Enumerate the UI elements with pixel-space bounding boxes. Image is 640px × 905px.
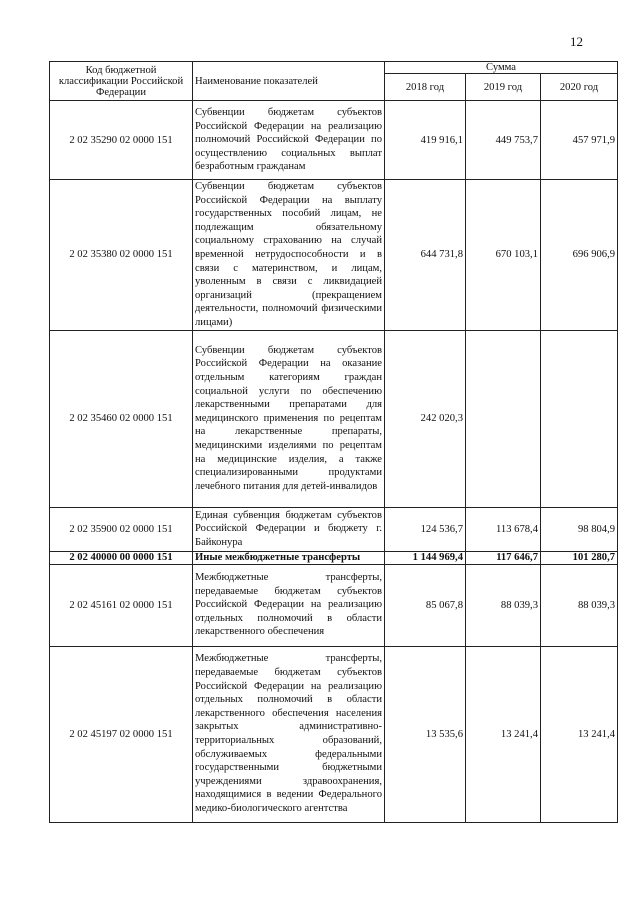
- row-value-2018: 419 916,1: [385, 101, 466, 180]
- row-value-2018: 85 067,8: [385, 564, 466, 646]
- row-name: Субвенции бюджетам субъектов Российской Федерации на реализацию полномочий Российской Федерации по осуществлению социальных выплат безработным гражданам: [193, 101, 385, 180]
- row-value-2018: 1 144 969,4: [385, 551, 466, 564]
- row-name: Иные межбюджетные трансферты: [193, 551, 385, 564]
- row-name: Межбюджетные трансферты, передаваемые бюджетам субъектов Российской Федерации на реализацию отдельных полномочий в области лекарственного обеспечения населения закрытых административно-территориальных образований, обслуживаемых федеральными государственными бюджетными учреждениями здравоохранения, находящимися в ведении Федерального медико-биологического агентства: [193, 646, 385, 822]
- row-value-2020: 88 039,3: [541, 564, 618, 646]
- header-sum: Сумма: [385, 62, 618, 74]
- row-name: Субвенции бюджетам субъектов Российской Федерации на выплату государственных пособий лицам, не подлежащим обязательному социальному страхованию на случай временной нетрудоспособности и в связи с материнством, и лицам, уволенным в связи с ликвидацией организаций (прекращением деятельности, полномочий физическими лицами): [193, 180, 385, 331]
- row-code: 2 02 35290 02 0000 151: [50, 101, 193, 180]
- table-row-total: [50, 551, 618, 564]
- header-name: Наименование показателей: [193, 62, 385, 101]
- row-name: Единая субвенция бюджетам субъектов Российской Федерации и бюджету г. Байконура: [193, 507, 385, 551]
- table-row: [50, 507, 618, 551]
- row-value-2020: 13 241,4: [541, 646, 618, 822]
- table-row: [50, 330, 618, 507]
- row-code: 2 02 35900 02 0000 151: [50, 507, 193, 551]
- table-row: [50, 101, 618, 180]
- header-code: Код бюджетной классификации Российской Федерации: [50, 62, 193, 101]
- row-value-2019: 88 039,3: [466, 564, 541, 646]
- row-value-2018: 124 536,7: [385, 507, 466, 551]
- row-value-2019: [466, 330, 541, 507]
- header-year-2018: 2018 год: [385, 74, 466, 101]
- row-value-2020: 98 804,9: [541, 507, 618, 551]
- row-code: 2 02 40000 00 0000 151: [50, 551, 193, 564]
- row-name: Межбюджетные трансферты, передаваемые бюджетам субъектов Российской Федерации на реализацию отдельных полномочий в области лекарственного обеспечения: [193, 564, 385, 646]
- row-value-2019: 449 753,7: [466, 101, 541, 180]
- row-value-2018: 644 731,8: [385, 180, 466, 331]
- row-name: Субвенции бюджетам субъектов Российской Федерации на оказание отдельным категориям граждан социальной услуги по обеспечению лекарственными препаратами для медицинского применения по рецептам на лекарственные препараты, медицинскими изделиями по рецептам на медицинские изделия, а также специализированными продуктами лечебного питания для детей-инвалидов: [193, 330, 385, 507]
- row-value-2020: 696 906,9: [541, 180, 618, 331]
- row-value-2018: 242 020,3: [385, 330, 466, 507]
- row-code: 2 02 45197 02 0000 151: [50, 646, 193, 822]
- row-value-2020: 457 971,9: [541, 101, 618, 180]
- budget-table: [49, 61, 618, 823]
- row-code: 2 02 35460 02 0000 151: [50, 330, 193, 507]
- row-value-2018: 13 535,6: [385, 646, 466, 822]
- table-row: [50, 180, 618, 331]
- page-number: 12: [570, 34, 583, 49]
- row-value-2019: 113 678,4: [466, 507, 541, 551]
- row-value-2020: 101 280,7: [541, 551, 618, 564]
- row-code: 2 02 45161 02 0000 151: [50, 564, 193, 646]
- row-value-2019: 670 103,1: [466, 180, 541, 331]
- row-value-2019: 117 646,7: [466, 551, 541, 564]
- row-code: 2 02 35380 02 0000 151: [50, 180, 193, 331]
- row-value-2020: [541, 330, 618, 507]
- header-year-2020: 2020 год: [541, 74, 618, 101]
- table-row: [50, 564, 618, 646]
- row-value-2019: 13 241,4: [466, 646, 541, 822]
- table-row: [50, 646, 618, 822]
- header-year-2019: 2019 год: [466, 74, 541, 101]
